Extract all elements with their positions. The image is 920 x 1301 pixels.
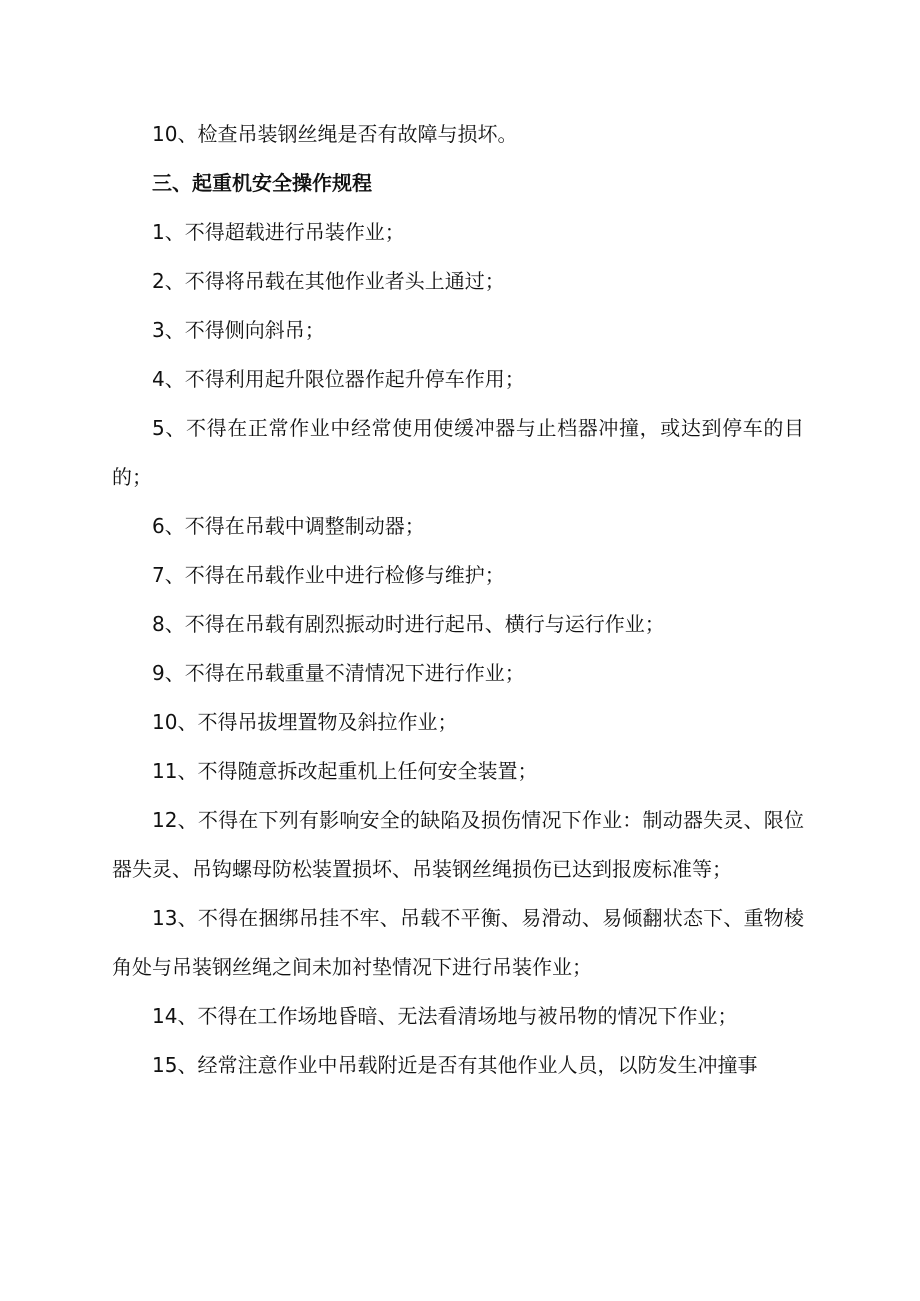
rule-item-6: 6、不得在吊载中调整制动器；	[152, 514, 425, 538]
rule-item-11: 11、不得随意拆改起重机上任何安全装置；	[152, 759, 538, 783]
rule-item-7: 7、不得在吊载作业中进行检修与维护；	[152, 563, 505, 587]
rule-item-3: 3、不得侧向斜吊；	[152, 318, 325, 342]
rule-item-15: 15、经常注意作业中吊载附近是否有其他作业人员，以防发生冲撞事	[152, 1053, 758, 1077]
rule-item-5: 5、不得在正常作业中经常使用使缓冲器与止档器冲撞，或达到停车的目的；	[112, 416, 804, 489]
section-heading: 三、起重机安全操作规程	[152, 171, 372, 195]
rule-item-9: 9、不得在吊载重量不清情况下进行作业；	[152, 661, 525, 685]
document-body	[112, 110, 804, 1090]
rule-item-4: 4、不得利用起升限位器作起升停车作用；	[152, 367, 525, 391]
rule-item-14: 14、不得在工作场地昏暗、无法看清场地与被吊物的情况下作业；	[152, 1004, 738, 1028]
rule-item-1: 1、不得超载进行吊装作业；	[152, 220, 405, 244]
paragraph-item-10: 10、检查吊装钢丝绳是否有故障与损坏。	[152, 122, 518, 146]
rule-item-2: 2、不得将吊载在其他作业者头上通过；	[152, 269, 505, 293]
rule-item-12: 12、不得在下列有影响安全的缺陷及损伤情况下作业：制动器失灵、限位器失灵、吊钩螺母防松装置损坏、吊装钢丝绳损伤已达到报废标准等；	[112, 808, 804, 881]
rule-item-8: 8、不得在吊载有剧烈振动时进行起吊、横行与运行作业；	[152, 612, 665, 636]
rule-item-10: 10、不得吊拔埋置物及斜拉作业；	[152, 710, 458, 734]
rule-item-13: 13、不得在捆绑吊挂不牢、吊载不平衡、易滑动、易倾翻状态下、重物棱角处与吊装钢丝绳之间未加衬垫情况下进行吊装作业；	[112, 906, 804, 979]
